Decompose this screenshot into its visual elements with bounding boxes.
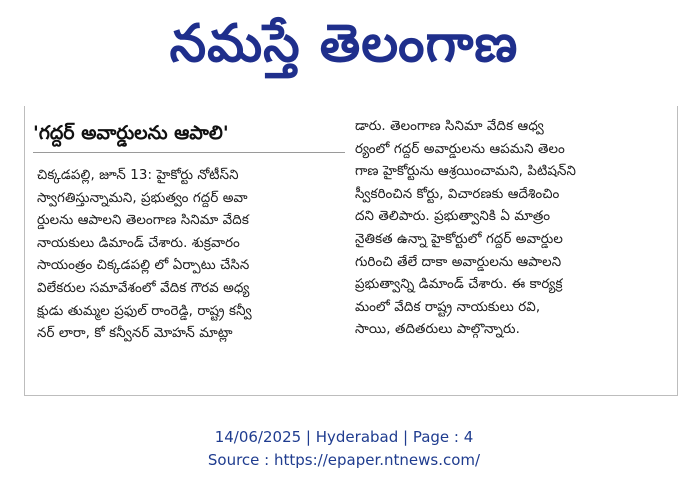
article-line: స్వీకరించిన కోర్టు, విచారణకు ఆదేశించిం: [355, 186, 560, 202]
article-line: సాయంత్రం చిక్కడపల్లి లో ఏర్పాటు చేసిన: [37, 258, 250, 274]
article-body-right: [355, 116, 673, 342]
article-line: చిక్కడపల్లి, జూన్ 13: హైకోర్టు నోటీస్‌ని: [37, 168, 239, 183]
article-line: ప్రభుత్వాన్ని డిమాండ్ చేశారు. ఈ కార్యక్ర: [355, 277, 563, 293]
article-line: గాణ హైకోర్టును ఆశ్రయించామని, పిటిషన్‌ని: [355, 164, 577, 180]
article-line: ర్యంలో గద్దర్ అవార్డులను ఆపమని తెలం: [355, 141, 565, 157]
article-line: ర్డులను ఆపాలని తెలంగాణ సినిమా వేదిక: [37, 213, 249, 229]
footer-dateline: 14/06/2025 | Hyderabad | Page : 4: [214, 428, 474, 446]
article-line: దని తెలిపారు. ప్రభుత్వానికి ఏ మాత్రం: [355, 209, 551, 225]
article-body-left: [33, 165, 345, 346]
news-clipping: [24, 106, 678, 396]
article-line: డారు. తెలంగాణ సినిమా వేదిక ఆధ్వ: [355, 119, 544, 134]
masthead: [0, 0, 688, 100]
footer-source: Source : https://epaper.ntnews.com/: [207, 451, 481, 469]
article-headline: 'గద్దర్ అవార్డులను ఆపాలి': [33, 118, 345, 153]
article-line: స్వాగతిస్తున్నామని, ప్రభుత్వం గద్దర్ అవా: [37, 190, 248, 206]
article-line: నాయకులు డిమాండ్ చేశారు. శుక్రవారం: [37, 235, 240, 251]
article-line: సాయి, తదితరులు పాల్గొన్నారు.: [355, 322, 520, 338]
article-line: క్షుడు తుమ్మల ప్రఫుల్ రాంరెడ్డి, రాష్ట్ర కన్వీ: [37, 303, 252, 319]
masthead-logo: నమస్తే తెలంగాణ: [169, 13, 519, 74]
article-right-column: [355, 106, 673, 342]
article-line: నైతికత ఉన్నా హైకోర్టులో గద్దర్ అవార్డుల: [355, 231, 564, 247]
article-line: విలేకరుల సమావేశంలో వేదిక గౌరవ అధ్య: [37, 280, 250, 296]
article-line: నర్ లారా, కో కన్వీనర్ మోహన్ మాట్లా: [37, 326, 233, 342]
article-left-column: [33, 106, 345, 346]
article-line: మంలో వేదిక రాష్ట్ర నాయకులు రవి,: [355, 299, 541, 315]
article-line: గురించి తేలే దాకా అవార్డులను ఆపాలని: [355, 254, 562, 270]
